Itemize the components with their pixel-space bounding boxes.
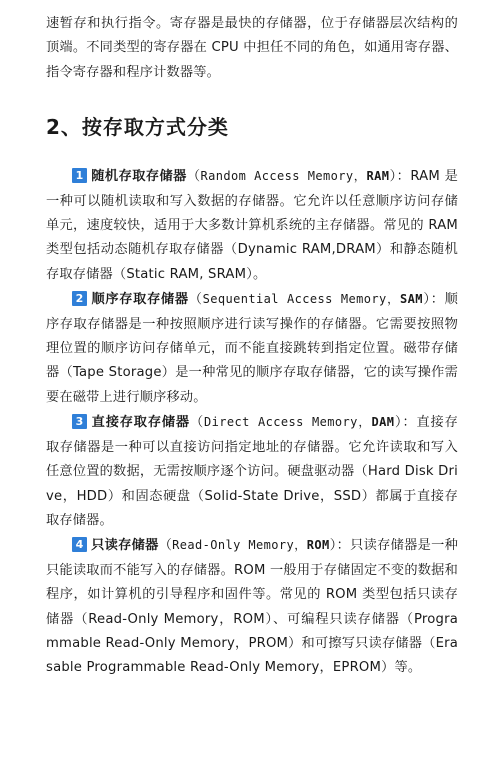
item-3-close-paren: ）： [394, 415, 417, 431]
item-1-term: 随机存取存储器 [91, 169, 187, 185]
item-1-english: Random Access Memory， [200, 169, 367, 184]
item-4-close-paren: ）： [329, 538, 351, 554]
item-4-paragraph [46, 533, 458, 680]
item-2-term: 顺序存取存储器 [91, 292, 189, 308]
number-badge-1: 1 [72, 168, 87, 183]
document-page [46, 12, 458, 681]
item-3-english: Direct Access Memory， [203, 415, 372, 430]
item-1-paragraph [46, 164, 458, 287]
item-4-open-paren: （ [158, 538, 173, 554]
number-badge-2: 2 [72, 291, 87, 306]
item-2-open-paren: （ [188, 292, 203, 308]
item-2-paragraph [46, 287, 458, 410]
intro-paragraph: 速暂存和执行指令。寄存器是最快的存储器，位于存储器层次结构的顶端。不同类型的寄存器在 CPU 中担任不同的角色，如通用寄存器、指令寄存器和程序计数器等。 [46, 16, 458, 80]
item-4-body: 只读存储器是一种只能读取而不能写入的存储器。ROM 一般用于存储固定不变的数据和程序，如计算机的引导程序和固件等。常见的 ROM 类型包括只读存储器（Read-Only Memory，ROM）、可编程只读存储器（Programmable Read-Only Memory，PROM）和可擦写只读存储器（Erasable Programmable Read-Only Memory，EPROM）等。 [46, 538, 459, 676]
item-1-abbr: RAM [366, 169, 390, 184]
item-4-term: 只读存储器 [91, 538, 159, 554]
item-2-abbr: SAM [400, 292, 423, 307]
number-badge-3: 3 [72, 414, 87, 429]
item-1-body: RAM 是一种可以随机读取和写入数据的存储器。它允许以任意顺序访问存储单元，速度较快，适用于大多数计算机系统的主存储器。常见的 RAM 类型包括动态随机存取存储器（Dynamic RAM,DRAM）和静态随机存取存储器（Static RAM, SRAM）。 [46, 169, 458, 282]
item-3-abbr: DAM [371, 415, 395, 430]
item-4-english: Read-Only Memory， [172, 538, 307, 553]
item-2-close-paren: ）： [422, 292, 445, 308]
item-2-body: 顺序存取存储器是一种按照顺序进行读写操作的存储器。它需要按照物理位置的顺序访问存储单元，而不能直接跳转到指定位置。磁带存储器（Tape Storage）是一种常见的顺序存取存储器，它的读写操作需要在磁带上进行顺序移动。 [46, 292, 458, 405]
item-3-open-paren: （ [189, 415, 204, 431]
item-3-paragraph [46, 410, 458, 533]
section-heading: 2、按存取方式分类 [46, 115, 229, 140]
item-1-open-paren: （ [186, 169, 201, 185]
number-badge-4: 4 [72, 537, 87, 552]
item-3-term: 直接存取存储器 [91, 415, 190, 431]
item-1-close-paren: ）： [389, 169, 411, 185]
item-2-english: Sequential Access Memory， [202, 292, 401, 307]
item-4-abbr: ROM [306, 538, 330, 553]
item-3-body: 直接存取存储器是一种可以直接访问指定地址的存储器。它允许读取和写入任意位置的数据，无需按顺序逐个访问。硬盘驱动器（Hard Disk Drive，HDD）和固态硬盘（Solid-State Drive，SSD）都属于直接存取存储器。 [46, 415, 458, 528]
